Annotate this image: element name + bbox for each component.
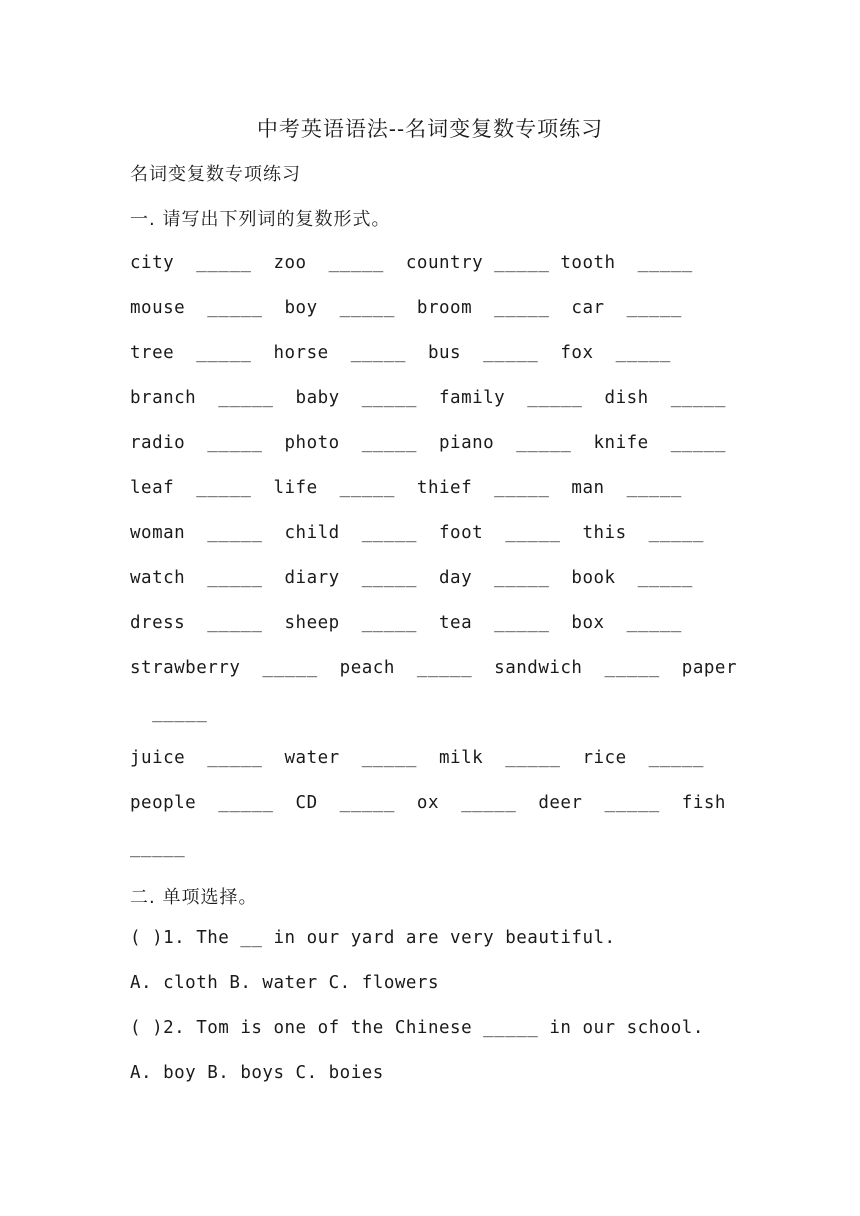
exercise-line: branch _____ baby _____ family _____ dish _____ <box>130 388 726 408</box>
options-line: A. cloth B. water C. flowers <box>130 973 440 993</box>
exercise-line: city _____ zoo _____ country _____ tooth _____ <box>130 253 693 273</box>
exercise-line: juice _____ water _____ milk _____ rice _____ <box>130 748 704 768</box>
exercise-line: mouse _____ boy _____ broom _____ car _____ <box>130 298 682 318</box>
exercise-line: strawberry _____ peach _____ sandwich _____ paper <box>130 658 737 678</box>
page-title: 中考英语语法--名词变复数专项练习 <box>256 117 604 141</box>
options-line: A. boy B. boys C. boies <box>130 1063 384 1083</box>
exercise-line: watch _____ diary _____ day _____ book _____ <box>130 568 693 588</box>
exercise-line: people _____ CD _____ ox _____ deer _____ fish <box>130 793 726 813</box>
exercise-line: tree _____ horse _____ bus _____ fox _____ <box>130 343 671 363</box>
question-line: ( )1. The __ in our yard are very beautiful. <box>130 928 616 948</box>
section2-heading: 二. 单项选择。 <box>130 887 258 908</box>
exercise-line: dress _____ sheep _____ tea _____ box _____ <box>130 613 682 633</box>
exercise-line: woman _____ child _____ foot _____ this _____ <box>130 523 704 543</box>
exercise-line: radio _____ photo _____ piano _____ knife _____ <box>130 433 726 453</box>
subtitle: 名词变复数专项练习 <box>130 164 301 185</box>
exercise-line: leaf _____ life _____ thief _____ man _____ <box>130 478 682 498</box>
section1-heading: 一. 请写出下列词的复数形式。 <box>130 209 391 230</box>
exercise-line-wrap: _____ <box>130 838 186 858</box>
question-line: ( )2. Tom is one of the Chinese _____ in our school. <box>130 1018 704 1038</box>
exercise-line-wrap: _____ <box>130 703 208 723</box>
